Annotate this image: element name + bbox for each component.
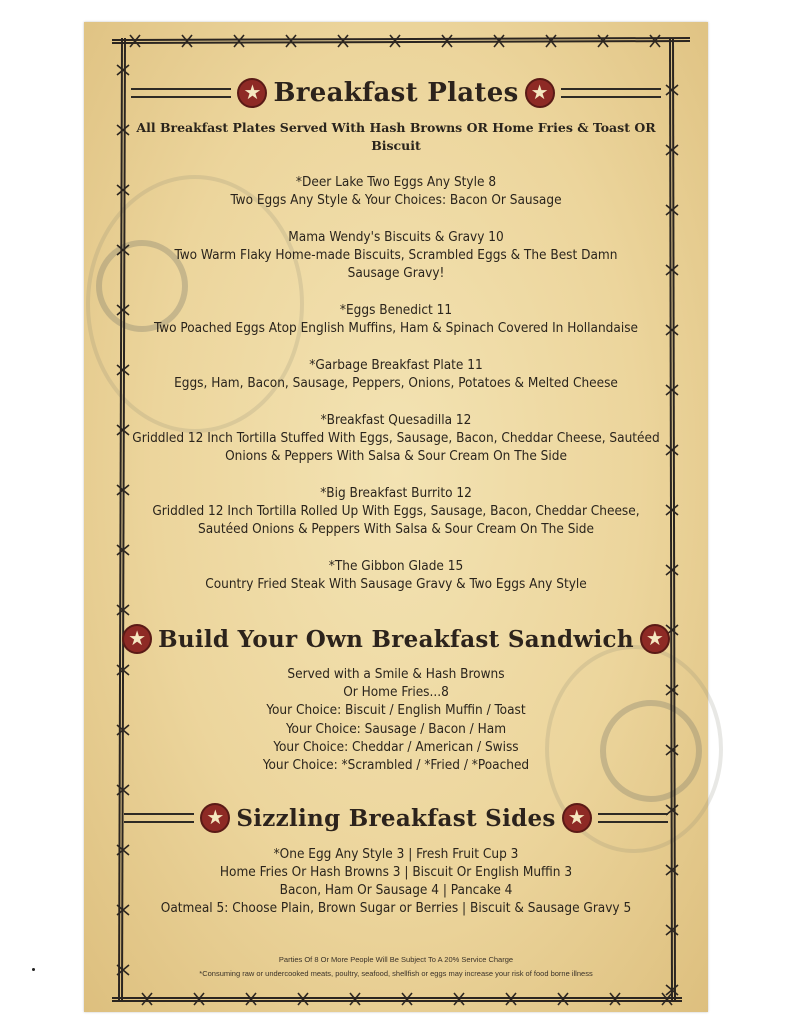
sides-line: Oatmeal 5: Choose Plain, Brown Sugar or Berries | Biscuit & Sausage Gravy 5 (160, 900, 632, 916)
heading-rule-right (561, 88, 661, 98)
sandwich-title: Build Your Own Breakfast Sandwich (158, 625, 634, 653)
menu-item-description: Griddled 12 Inch Tortilla Rolled Up With Eggs, Sausage, Bacon, Cheddar Cheese, Sautéed Onions & Peppers With Salsa & Sour Cream On The Side (152, 503, 640, 537)
menu-item-description: Country Fried Steak With Sausage Gravy & Two Eggs Any Style (205, 576, 587, 592)
sandwich-line: Served with a Smile & Hash Browns (287, 666, 505, 682)
star-icon: ★ (525, 78, 555, 108)
star-icon: ★ (122, 624, 152, 654)
sandwich-line: Your Choice: Biscuit / English Muffin / Toast (266, 702, 526, 718)
scan-speck (32, 968, 35, 971)
menu-item-description: Two Warm Flaky Home-made Biscuits, Scrambled Eggs & The Best Damn Sausage Gravy! (174, 247, 618, 281)
service-charge-note: Parties Of 8 Or More People Will Be Subject To A 20% Service Charge (278, 955, 514, 964)
breakfast-plates-title: Breakfast Plates (273, 78, 519, 108)
menu-item-description: Griddled 12 Inch Tortilla Stuffed With Eggs, Sausage, Bacon, Cheddar Cheese, Sautéed Onions & Peppers With Salsa & Sour Cream On The Side (132, 430, 660, 464)
menu-item-description: Two Poached Eggs Atop English Muffins, Ham & Spinach Covered In Hollandaise (153, 320, 639, 336)
sandwich-line: Your Choice: Cheddar / American / Swiss (273, 739, 519, 755)
menu-item-description: Two Eggs Any Style & Your Choices: Bacon Or Sausage (230, 192, 562, 208)
star-icon: ★ (640, 624, 670, 654)
sandwich-line: Or Home Fries...8 (343, 684, 449, 700)
menu-item-name: *Deer Lake Two Eggs Any Style 8 (295, 174, 497, 190)
menu-item-name: *Garbage Breakfast Plate 11 (309, 357, 483, 373)
menu-item-name: *Big Breakfast Burrito 12 (320, 485, 472, 501)
sandwich-heading (0, 624, 792, 654)
sides-line: *One Egg Any Style 3 | Fresh Fruit Cup 3 (273, 846, 519, 862)
star-icon: ★ (562, 803, 592, 833)
heading-rule-right (598, 813, 668, 823)
sides-line: Home Fries Or Hash Browns 3 | Biscuit Or English Muffin 3 (219, 864, 573, 880)
menu-item-description: Eggs, Ham, Bacon, Sausage, Peppers, Onions, Potatoes & Melted Cheese (174, 375, 618, 391)
sides-title: Sizzling Breakfast Sides (236, 804, 556, 832)
sandwich-line: Your Choice: *Scrambled / *Fried / *Poached (262, 757, 530, 773)
star-icon: ★ (200, 803, 230, 833)
sides-heading (0, 803, 792, 833)
menu-item-name: *Breakfast Quesadilla 12 (320, 412, 472, 428)
heading-rule-left (124, 813, 194, 823)
menu-item-name: *Eggs Benedict 11 (339, 302, 453, 318)
breakfast-plates-subtitle: All Breakfast Plates Served With Hash Browns OR Home Fries & Toast OR Biscuit (136, 120, 656, 153)
star-icon: ★ (237, 78, 267, 108)
breakfast-plates-heading (0, 78, 792, 108)
menu-item-name: *The Gibbon Glade 15 (328, 558, 464, 574)
sides-line: Bacon, Ham Or Sausage 4 | Pancake 4 (279, 882, 513, 898)
sandwich-line: Your Choice: Sausage / Bacon / Ham (285, 721, 507, 737)
food-safety-disclaimer: *Consuming raw or undercooked meats, poultry, seafood, shellfish or eggs may increase your risk of food borne illness (199, 969, 593, 978)
menu-item-name: Mama Wendy's Biscuits & Gravy 10 (288, 229, 504, 245)
heading-rule-left (131, 88, 231, 98)
